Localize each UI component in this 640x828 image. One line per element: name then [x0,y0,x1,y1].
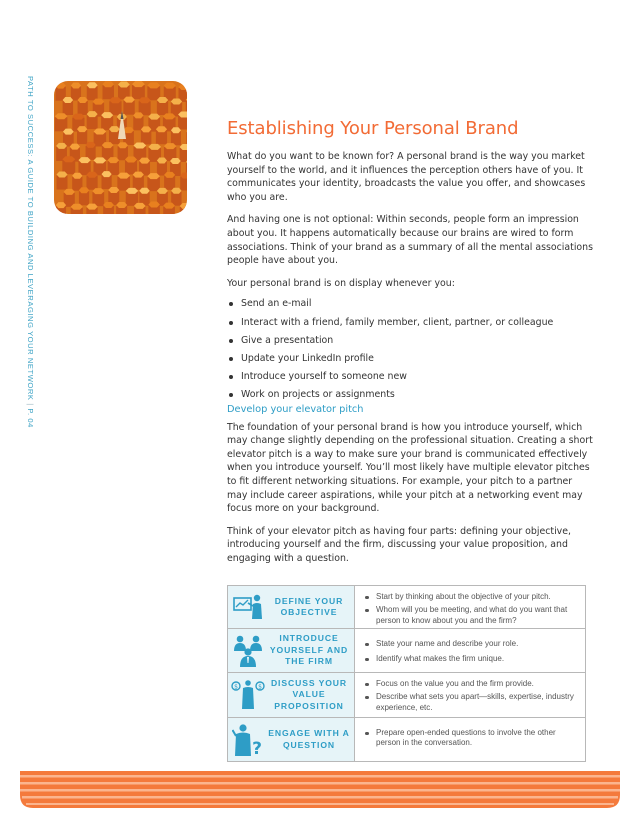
detail-item: Focus on the value you and the firm provide. [365,679,579,689]
row-label: DISCUSS YOUR VALUE PROPOSITION [270,677,348,711]
svg-text:$: $ [258,683,262,691]
footer-stripe-band [20,771,620,808]
bullet-item: Send an e-mail [241,297,593,310]
bullet-item: Introduce yourself to someone new [241,370,593,383]
display-bullet-list [227,297,593,401]
brand-paragraph: And having one is not optional: Within seconds, people form an impression about you. It happens automatically because our brains are wired to form associations. Think of your brand as a summary of all the mental associations people have about you. [227,214,593,267]
row-details [355,673,585,717]
main-content [227,118,593,575]
pencils-photo-icon [54,81,187,214]
section-subheading: Develop your elevator pitch [227,403,364,415]
detail-item: State your name and describe your role. [365,639,579,649]
row-details [355,718,585,761]
detail-item: Identify what makes the firm unique. [365,654,579,664]
running-header-text: PATH TO SUCCESS: A GUIDE TO BUILDING AND LEVERAGING YOUR NETWORK [26,76,35,401]
row-header [228,673,355,717]
row-header [228,718,355,761]
svg-text:?: ? [252,738,262,757]
table-row [228,673,585,718]
intro-paragraph: What do you want to be known for? A personal brand is the way you market yourself to the world, and it influences the perception others have of you. It communicates your identity, broadcasts the value you offer, and showcases who you are. [227,151,586,203]
pitch-parts-paragraph: Think of your elevator pitch as having four parts: defining your objective, introducing yourself and the firm, discussing your value proposition, and engaging with a question. [227,525,571,564]
row-header [228,629,355,672]
row-label: INTRODUCE YOURSELF AND THE FIRM [269,633,349,667]
svg-text:$: $ [234,683,238,691]
row-label: ENGAGE WITH A QUESTION [268,728,350,750]
detail-item: Whom will you be meeting, and what do you want that person to know about you and the firm? [365,605,579,626]
pitch-paragraph: The foundation of your personal brand is how you introduce yourself, which may change slightly depending on the professional situation. Creating a short elevator pitch is a way to make sure your brand is communicated effectively when you introduce yourself. You’ll most likely have multiple elevator pitches to fit different networking situations. For example, your pitch to a partner may include career aspirations, while your pitch at a networking event may focus more on your background. [227,421,593,515]
row-header [228,586,355,628]
row-details [355,629,585,672]
bullet-item: Interact with a friend, family member, client, partner, or colleague [241,316,593,329]
bullet-item: Work on projects or assignments [241,388,593,401]
presenter-chart-icon [228,594,268,620]
hero-pencils-image [54,81,187,214]
running-header-separator: | [26,403,35,406]
detail-item: Prepare open-ended questions to involve the other person in the conversation. [365,728,579,749]
bullet-item: Update your LinkedIn profile [241,352,593,365]
table-row [228,718,585,761]
detail-item: Describe what sets you apart—skills, expertise, industry experience, etc. [365,692,579,713]
detail-item: Start by thinking about the objective of your pitch. [365,592,579,602]
person-question-icon [228,723,268,757]
row-label: DEFINE YOUR OBJECTIVE [274,595,344,617]
row-details [355,586,585,628]
page-title: Establishing Your Personal Brand [227,118,519,139]
display-lead-paragraph: Your personal brand is on display whenever you: [227,277,455,289]
table-row [228,586,585,629]
elevator-pitch-table [227,585,586,762]
group-people-icon [228,634,268,668]
table-row [228,629,585,673]
money-value-icon [228,680,268,710]
bullet-item: Give a presentation [241,334,593,347]
side-running-header [26,76,35,428]
page-number: P. 04 [26,408,35,428]
